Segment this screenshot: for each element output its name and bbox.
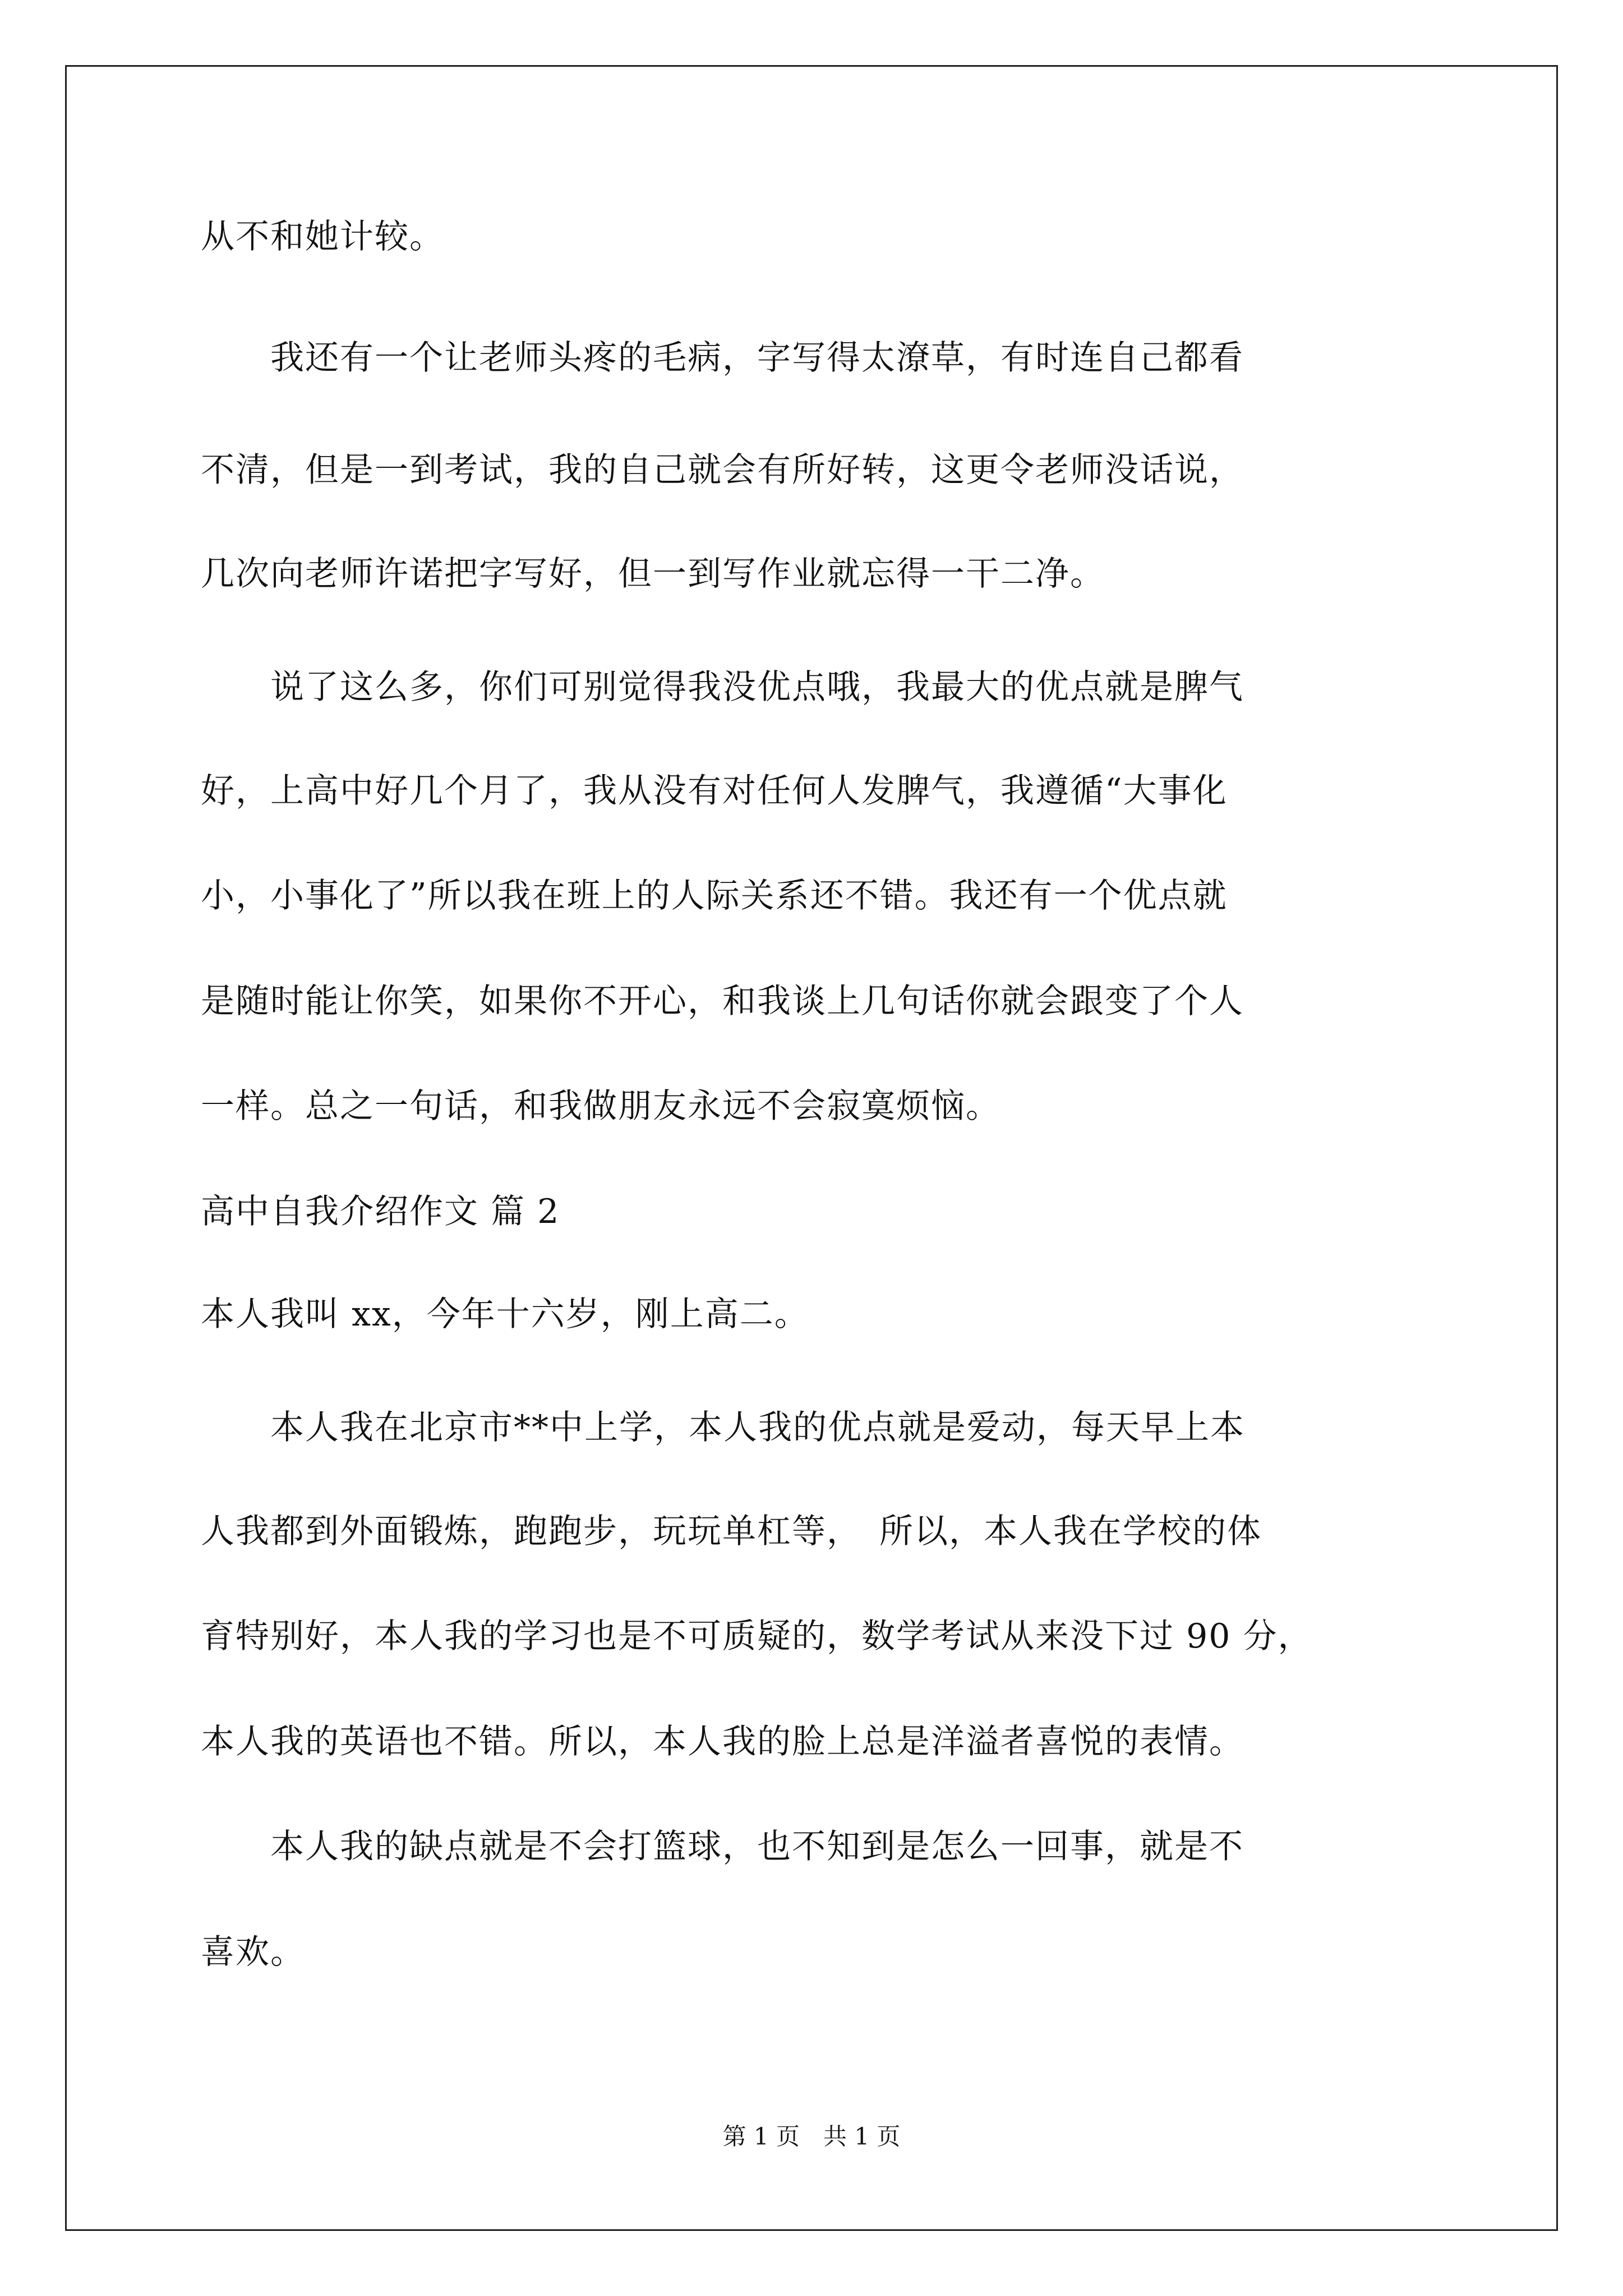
text-line: 从不和她计较。 bbox=[201, 217, 444, 256]
text-line: 几次向老师许诺把字写好，但一到写作业就忘得一干二净。 bbox=[201, 554, 1105, 593]
text-line: 本人我叫 xx，今年十六岁，刚上高二。 bbox=[201, 1295, 809, 1334]
page-number-footer: 第 1 页 共 1 页 bbox=[722, 2123, 901, 2150]
page-frame bbox=[65, 65, 1558, 2231]
text-line: 本人我在北京市**中上学，本人我的优点就是爱动，每天早上本 bbox=[201, 1408, 1245, 1447]
text-line: 本人我的缺点就是不会打篮球，也不知到是怎么一回事，就是不 bbox=[201, 1827, 1244, 1866]
text-line: 人我都到外面锻炼，跑跑步，玩玩单杠等， 所以，本人我在学校的体 bbox=[201, 1512, 1262, 1551]
text-line: 好，上高中好几个月了，我从没有对任何人发脾气，我遵循“大事化 bbox=[201, 771, 1228, 811]
section-heading: 高中自我介绍作文 篇 2 bbox=[201, 1192, 560, 1231]
text-line: 本人我的英语也不错。所以，本人我的脸上总是洋溢者喜悦的表情。 bbox=[201, 1722, 1244, 1761]
text-line: 喜欢。 bbox=[201, 1932, 305, 1972]
text-line: 是随时能让你笑，如果你不开心，和我谈上几句话你就会跟变了个人 bbox=[201, 982, 1244, 1021]
text-line: 小，小事化了”所以我在班上的人际关系还不错。我还有一个优点就 bbox=[201, 876, 1228, 915]
text-line: 说了这么多，你们可别觉得我没优点哦，我最大的优点就是脾气 bbox=[201, 668, 1244, 707]
text-line: 一样。总之一句话，和我做朋友永远不会寂寞烦恼。 bbox=[201, 1087, 1000, 1126]
text-line: 不清，但是一到考试，我的自己就会有所好转，这更令老师没话说， bbox=[201, 450, 1244, 490]
text-line: 育特别好，本人我的学习也是不可质疑的，数学考试从来没下过 90 分， bbox=[201, 1617, 1313, 1656]
text-line: 我还有一个让老师头疼的毛病，字写得太潦草，有时连自己都看 bbox=[201, 338, 1244, 378]
